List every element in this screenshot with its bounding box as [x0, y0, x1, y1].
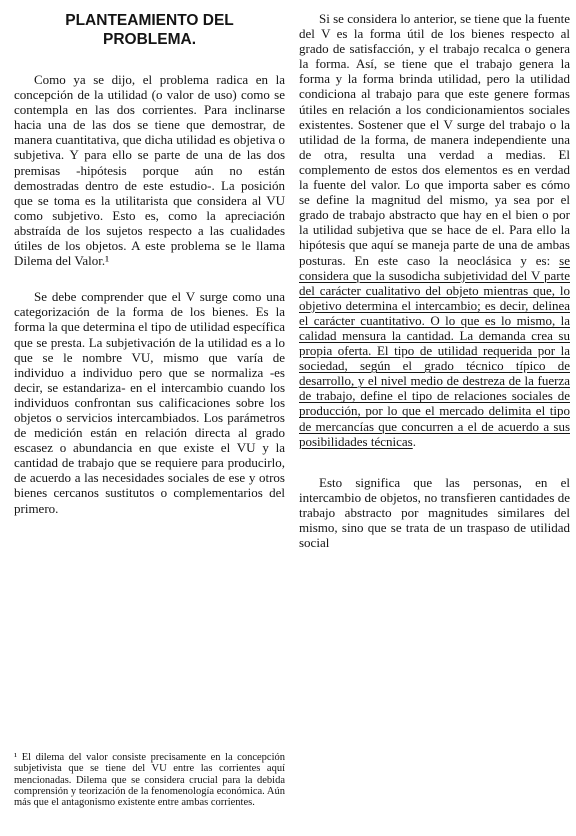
right-paragraph-1 [299, 11, 570, 449]
left-paragraph-1-text: Como ya se dijo, el problema radica en la concepción de la utilidad (o valor de uso) como se contempla en las dos corrientes. Para inclinarse hacia una de las dos se tiene que demostrar, de manera cuantitativa, que dicha utilidad es objetiva o subjetiva. Y para ello se parte de una de las dos premisas -hipótesis porque aún no están demostradas dentro de este estudio-. La posición que se toma es la utilitarista que considera al VU como subjetivo. Esto es, como la apreciación abstraída de los sujetos respecto a las cualidades útiles de los objetos. A este problema se le llama Dilema del Valor. [14, 72, 285, 269]
left-column [14, 0, 285, 516]
right-paragraph-1-end: . [412, 433, 416, 449]
footnote-text: El dilema del valor consiste precisamente en la concepción subjetivista que se tiene del VU entre las corrientes aquí mencionadas. Dilema que se considera crucial para la debida comprensión y teorización de la fenomenología económica. Aún más que el antagonismo existente entre ambas corrientes. [14, 752, 285, 809]
title-line-2: PROBLEMA. [103, 31, 196, 48]
underlined-hypothesis: se considera que la susodicha subjetividad del V parte del carácter cualitativo del objeto mientras que, lo objetivo determina el intercambio; es decir, delinea el carácter cuantitativo. O lo que es lo mismo, la calidad mensura la cantidad. La demanda crea su propia oferta. El tipo de utilidad requerida por la sociedad, según el grado técnico típico de desarrollo, y el nivel medio de destreza de la fuerza de trabajo, define el tipo de relaciones sociales de producción, por lo que el mercado delimita el tipo de mercancías que concurren a el de acuerdo a sus posibilidades técnicas [299, 252, 570, 449]
footnote [14, 752, 285, 808]
title-line-1: PLANTEAMIENTO DEL [65, 12, 234, 29]
left-paragraph-2: Se debe comprender que el V surge como una categorización de la forma de los bienes. Es la forma la que determina el tipo de utilidad específica que se presta. La subjetivación de la utilidad es a lo que se le nombre VU, mismo que varía de individuo a individuo pero que se normaliza -es decir, se estandariza- en el intercambio cuando los individuos confrontan sus calificaciones sobre los objetos o servicios intercambiados. Los parámetros de medición están en relación directa al grado escasez o abundancia en que existe el VU y la cantidad de trabajo que se requiere para producirlo, de acuerdo a las necesidades sociales de ese y otros bienes cercanos sustitutos o complementarios del primero. [14, 289, 285, 516]
right-column [299, 0, 570, 550]
footnote-reference: ¹ [105, 253, 110, 269]
left-paragraph-1 [14, 72, 285, 268]
page-title [14, 11, 285, 49]
footnote-mark: ¹ [14, 752, 18, 763]
right-paragraph-2: Esto significa que las personas, en el intercambio de objetos, no transfieren cantidades de trabajo abstracto por magnitudes similares del mismo, sino que se trata de un traspaso de utilidad social [299, 474, 570, 551]
right-paragraph-1-text: Si se considera lo anterior, se tiene que la fuente del V es la forma útil de los bienes respecto al grado de satisfacción, y el trabajo recalca o genera la forma. Así, se tiene que el trabajo genera la forma y la forma brinda utilidad, pero la utilidad condiciona al trabajo para que este genere formas útiles en relación a los condicionamientos sociales existentes. Sostener que el V surge del trabajo o la utilidad de la forma, de manera independiente una de otra, resulta una verdad a medias. El complemento de estos dos elementos es en verdad la fuente del valor. Lo que importa saber es cómo se define la magnitud del mismo, ya sea por el grado de trabajo abstracto que hay en el bien o por la utilidad subjetiva que se hace de el. Para ello la hipótesis que aquí se maneja parte de una de ambas posturas. En este caso la neoclásica y es: [299, 11, 570, 268]
